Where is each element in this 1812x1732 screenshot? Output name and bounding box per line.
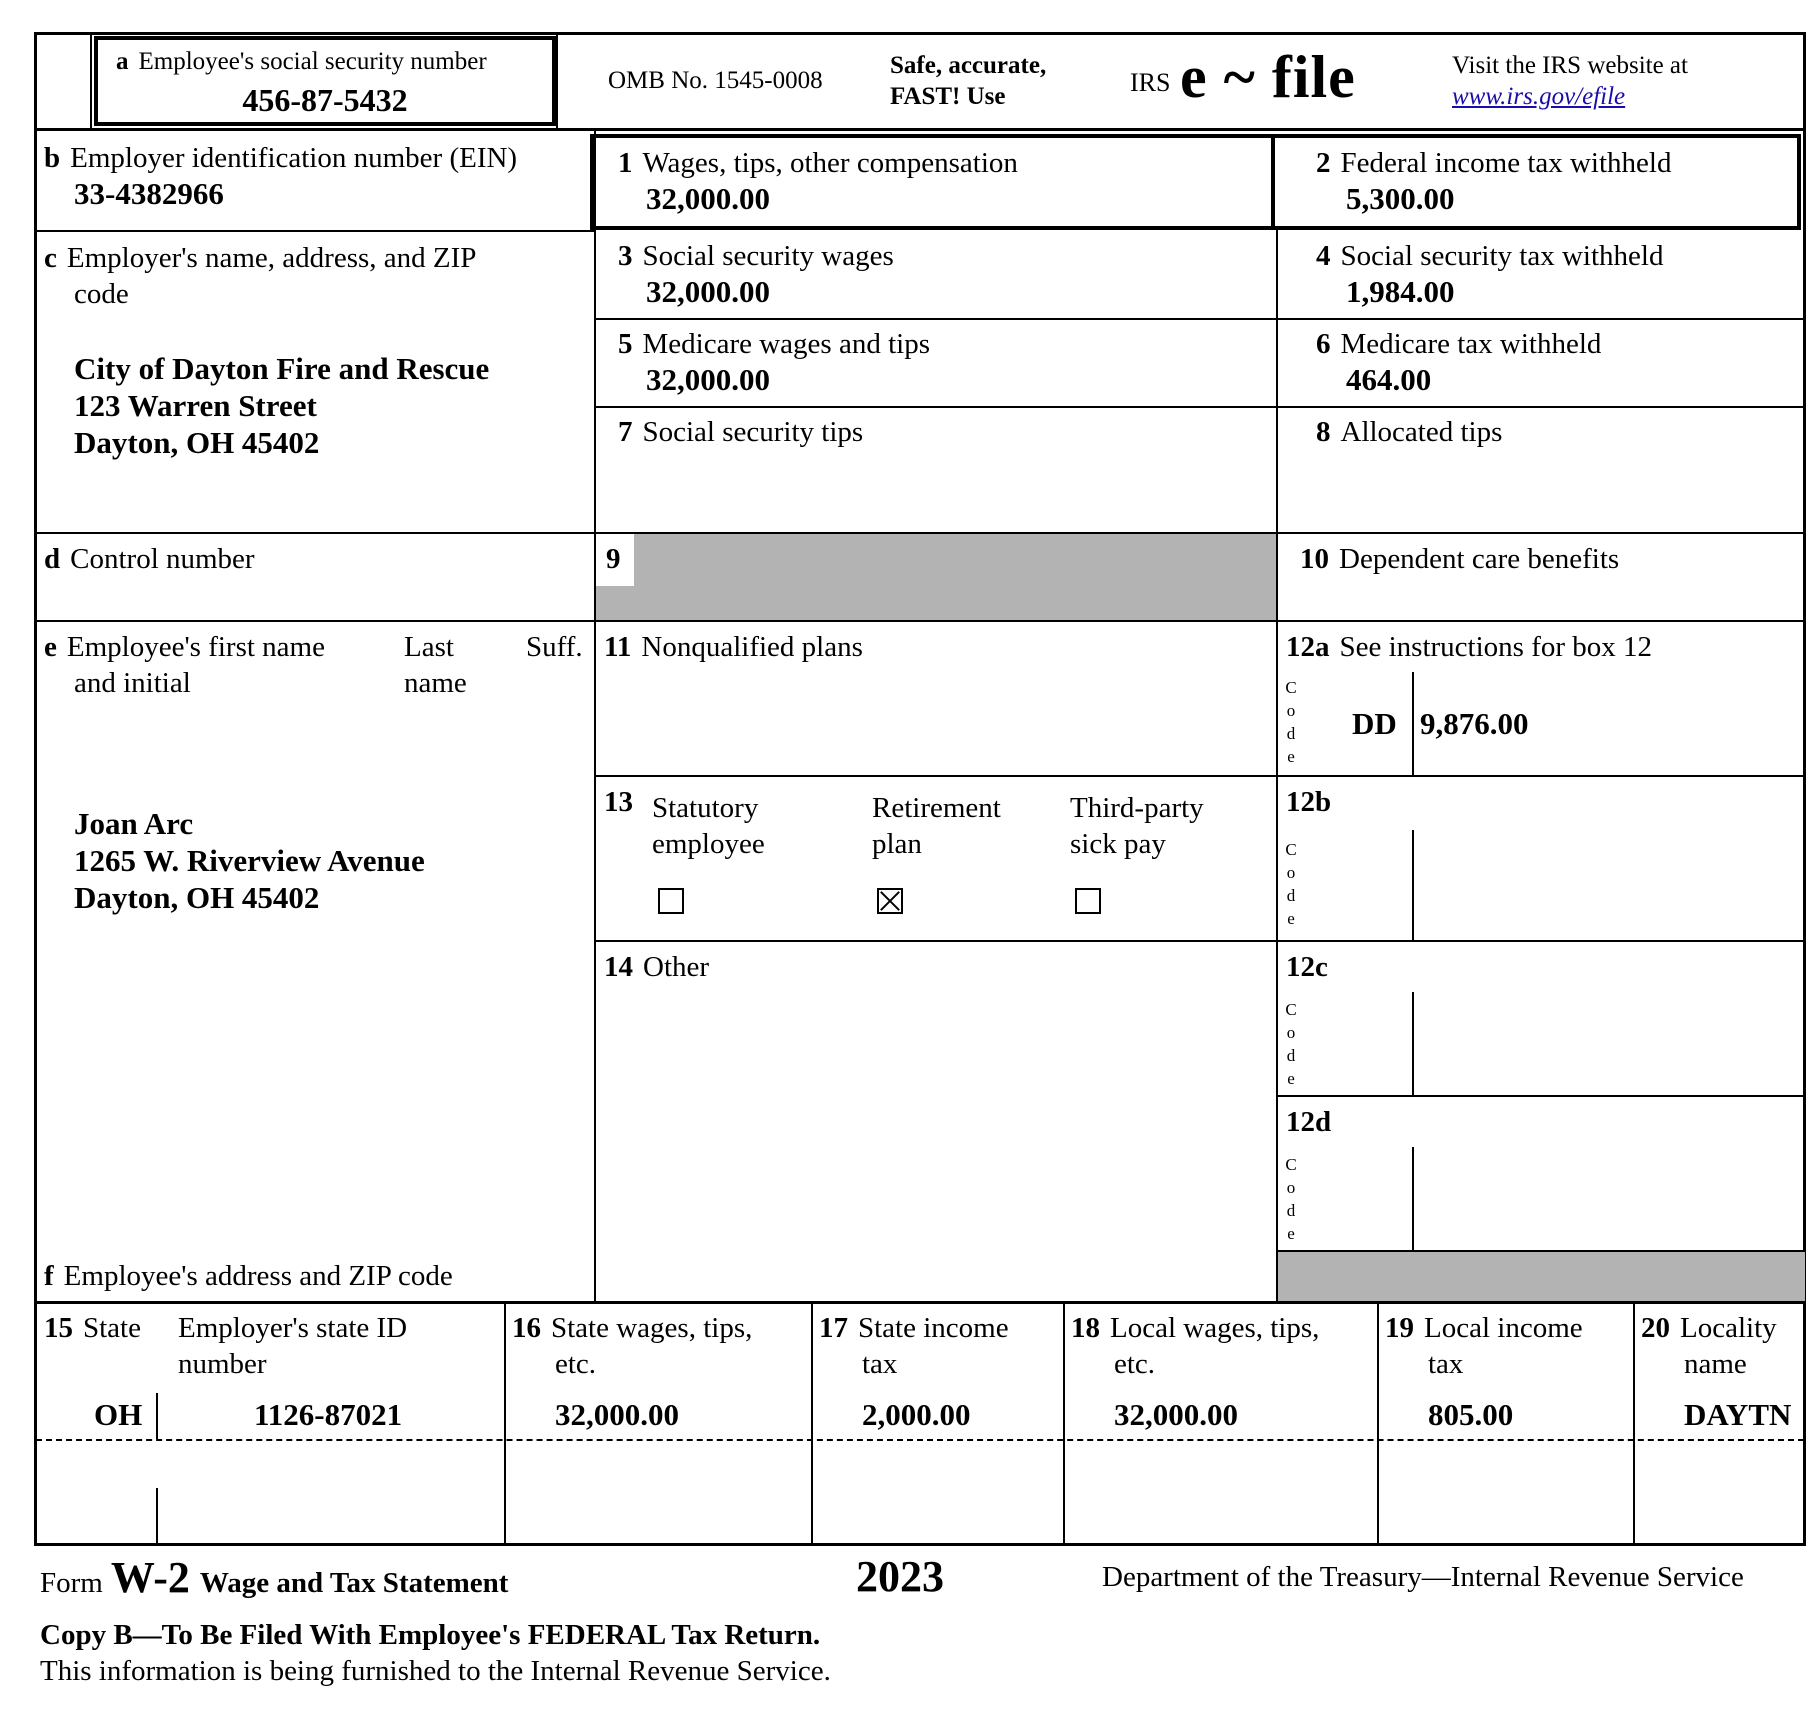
box-12b-code-label: C o d e — [1285, 840, 1297, 928]
box-e-first-label: e Employee's first name and initial — [44, 631, 325, 699]
efile-logo: e ~ file — [1180, 44, 1356, 110]
employer-name: City of Dayton Fire and Rescue — [74, 351, 490, 386]
box-d-label: d Control number — [44, 543, 255, 575]
box-12a-code-divider — [1412, 672, 1414, 775]
box-12a-bottom — [1276, 775, 1806, 777]
state-id-sub-divider-1 — [156, 1393, 158, 1439]
state-col-19-divider — [1377, 1302, 1379, 1544]
box-15-state-id-value: 1126-87021 — [254, 1397, 403, 1432]
form-name: W-2 — [110, 1553, 190, 1602]
form-title: Wage and Tax Statement — [199, 1567, 509, 1599]
employee-street: 1265 W. Riverview Avenue — [74, 843, 425, 878]
box-c-label: c Employer's name, address, and ZIP code — [44, 242, 477, 310]
box-15-id-label: Employer's state ID number — [178, 1312, 408, 1380]
box-9-shaded — [596, 534, 1276, 620]
statutory-employee-checkbox[interactable] — [658, 888, 684, 914]
employee-city: Dayton, OH 45402 — [74, 880, 320, 915]
box-11-label: 11 Nonqualified plans — [604, 631, 863, 663]
box-13-retirement-label: Retirement plan — [872, 792, 1001, 860]
header-omb-divider — [556, 34, 558, 130]
box-12d-code-divider — [1412, 1147, 1414, 1250]
tax-year: 2023 — [856, 1552, 944, 1601]
box-19-label: 19 Local income tax — [1385, 1312, 1583, 1380]
employer-city: Dayton, OH 45402 — [74, 425, 320, 460]
box-5-value: 32,000.00 — [646, 362, 770, 397]
box-7-label: 7 Social security tips — [618, 416, 864, 448]
left-middle-divider — [594, 130, 596, 1302]
box-3-4-bottom — [594, 318, 1806, 320]
box-13-number: 13 — [604, 786, 633, 818]
box-e-last-label: Last name — [404, 631, 467, 699]
box-4-value: 1,984.00 — [1346, 274, 1455, 309]
box-1-value: 32,000.00 — [646, 181, 770, 216]
box-12-bottom-shaded — [1278, 1252, 1805, 1302]
box-2-value: 5,300.00 — [1346, 181, 1455, 216]
box-f-letter: f — [44, 1260, 54, 1292]
box-20-label: 20 Locality name — [1641, 1312, 1777, 1380]
box-3-label: 3 Social security wages — [618, 240, 894, 272]
box-b-bottom — [34, 230, 594, 232]
box-9-label: 9 — [606, 543, 621, 575]
employer-street: 123 Warren Street — [74, 388, 317, 423]
box-12a-code: DD — [1352, 706, 1397, 741]
box-4-label: 4 Social security tax withheld — [1316, 240, 1664, 272]
irs-efile-link[interactable]: www.irs.gov/efile — [1452, 83, 1626, 110]
state-col-18-divider — [1063, 1302, 1065, 1544]
state-id-sub-divider-2 — [156, 1488, 158, 1544]
box-14-label: 14 Other — [604, 951, 710, 983]
box-6-label: 6 Medicare tax withheld — [1316, 328, 1602, 360]
box-13-thirdparty-label: Third-party sick pay — [1070, 792, 1204, 860]
box-13-statutory-label: Statutory employee — [652, 792, 765, 860]
box-a-letter: a — [116, 48, 129, 75]
third-party-sick-pay-checkbox[interactable] — [1075, 888, 1101, 914]
employee-address-block — [74, 805, 425, 916]
box-12b-code-divider — [1412, 830, 1414, 940]
box-20-value: DAYTN — [1684, 1397, 1792, 1432]
box-16-value: 32,000.00 — [555, 1397, 679, 1432]
box-13-bottom — [594, 940, 1278, 942]
irs-visit-text — [1452, 50, 1688, 112]
state-row-top — [34, 1301, 1806, 1304]
box-1-label: 1 Wages, tips, other compensation — [618, 147, 1018, 179]
box-12b-bottom — [1276, 940, 1806, 942]
box-b-value: 33-4382966 — [74, 176, 224, 211]
box-c-letter: c — [44, 242, 57, 274]
box-5-label: 5 Medicare wages and tips — [618, 328, 930, 360]
box-d-letter: d — [44, 543, 61, 575]
visit-label: Visit the IRS website at — [1452, 52, 1688, 79]
box-12a-value: 9,876.00 — [1420, 706, 1529, 741]
box-a-value: 456-87-5432 — [242, 82, 408, 118]
box-a-ssn — [94, 36, 556, 126]
box-12b-label: 12b — [1286, 786, 1332, 818]
box-12a-code-label: C o d e — [1285, 678, 1297, 766]
state-col-17-divider — [811, 1302, 813, 1544]
box-12c-bottom — [1276, 1095, 1806, 1097]
box-2-label: 2 Federal income tax withheld — [1316, 147, 1672, 179]
middle-right-divider — [1276, 230, 1278, 1302]
box-f-label: f Employee's address and ZIP code — [44, 1260, 453, 1292]
box-b-label: b Employer identification number (EIN) — [44, 142, 518, 174]
box-12d-label: 12d — [1286, 1106, 1332, 1138]
state-col-16-divider — [504, 1302, 506, 1544]
box-15-state-value: OH — [94, 1397, 143, 1432]
box-3-value: 32,000.00 — [646, 274, 770, 309]
state-row-dashed-line — [36, 1439, 1804, 1441]
omb-number: OMB No. 1545-0008 — [608, 67, 823, 94]
box-15-label: 15 State — [44, 1312, 141, 1344]
box-a-label: Employee's social security number — [138, 48, 487, 75]
box-18-label: 18 Local wages, tips, etc. — [1071, 1312, 1320, 1380]
box-12c-label: 12c — [1286, 951, 1328, 983]
info-text: This information is being furnished to the Internal Revenue Service. — [40, 1655, 831, 1687]
box-c-bottom — [34, 532, 594, 534]
copy-b-text: Copy B—To Be Filed With Employee's FEDERAL Tax Return. — [40, 1619, 821, 1651]
box-8-label: 8 Allocated tips — [1316, 416, 1503, 448]
box-16-label: 16 State wages, tips, etc. — [512, 1312, 753, 1380]
employee-name: Joan Arc — [74, 806, 194, 841]
safe-line-1: Safe, accurate, — [890, 52, 1047, 79]
form-word: Form — [40, 1567, 103, 1599]
box-12d-code-label: C o d e — [1285, 1155, 1297, 1243]
box-17-value: 2,000.00 — [862, 1397, 971, 1432]
header-bottom-line — [34, 128, 1806, 131]
box-18-value: 32,000.00 — [1114, 1397, 1238, 1432]
box-10-label: 10 Dependent care benefits — [1300, 543, 1620, 575]
retirement-plan-checkbox[interactable] — [877, 888, 903, 914]
box-19-value: 805.00 — [1428, 1397, 1514, 1432]
box-d-bottom — [34, 620, 1806, 622]
box-e-letter: e — [44, 631, 57, 663]
header-left-divider — [90, 34, 92, 130]
box-5-6-bottom — [594, 406, 1806, 408]
safe-accurate-text — [890, 50, 1046, 112]
box-12c-code-label: C o d e — [1285, 1000, 1297, 1088]
box-11-bottom — [594, 775, 1278, 777]
department-text: Department of the Treasury—Internal Revenue Service — [1102, 1561, 1744, 1593]
form-title-line — [40, 1552, 508, 1603]
state-col-20-divider — [1633, 1302, 1635, 1544]
box-6-value: 464.00 — [1346, 362, 1432, 397]
safe-line-2: FAST! Use — [890, 83, 1006, 110]
box-12c-code-divider — [1412, 992, 1414, 1095]
employer-address-block — [74, 350, 489, 461]
box-e-suff-label: Suff. — [526, 631, 583, 663]
irs-label: IRS — [1130, 68, 1171, 97]
box-b-letter: b — [44, 142, 61, 174]
box-12a-label: 12a See instructions for box 12 — [1286, 631, 1653, 663]
box-17-label: 17 State income tax — [819, 1312, 1009, 1380]
